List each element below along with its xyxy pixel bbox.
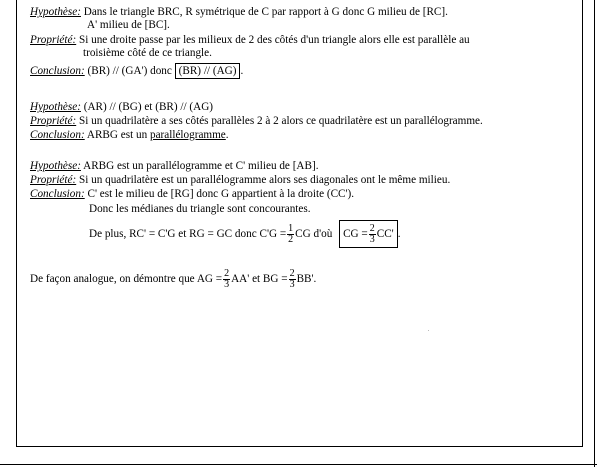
property-label: Propriété: bbox=[30, 174, 77, 186]
block3-medians-line: Donc les médianes du triangle sont concourantes. bbox=[89, 203, 311, 215]
hypothesis-text: ARBG est un parallélogramme et C' milieu de [AB]. bbox=[83, 160, 319, 172]
boxed-result: (BR) // (AG) bbox=[175, 63, 241, 79]
block1-hypothesis bbox=[30, 6, 448, 19]
block2-conclusion bbox=[30, 129, 229, 142]
hypothesis-label: Hypothèse: bbox=[30, 6, 81, 18]
period: . bbox=[240, 65, 244, 77]
underlined-result: parallélogramme bbox=[149, 129, 226, 141]
property-text: Si un quadrilatère a ses côtés parallèles 2 à 2 alors ce quadrilatère est un parallélogramme. bbox=[78, 115, 483, 127]
boxed-text: CG = bbox=[343, 228, 368, 240]
period: . bbox=[225, 129, 229, 141]
hypothesis-label: Hypothèse: bbox=[30, 160, 81, 172]
fraction-denominator: 2 bbox=[288, 233, 294, 245]
property-label: Propriété: bbox=[30, 115, 77, 127]
fraction-numerator: 2 bbox=[369, 222, 375, 234]
property-label: Propriété: bbox=[30, 34, 77, 46]
fraction bbox=[223, 269, 230, 290]
block3-property bbox=[30, 174, 450, 187]
conclusion-label: Conclusion: bbox=[30, 129, 85, 141]
fraction-denominator: 3 bbox=[369, 233, 375, 245]
fraction-denominator: 3 bbox=[289, 278, 295, 290]
fraction-numerator: 1 bbox=[288, 222, 294, 234]
equation-text: De plus, RC' = C'G et RG = GC donc C'G = bbox=[89, 228, 287, 240]
page-edge-bottom bbox=[0, 464, 597, 465]
conclusion-label: Conclusion: bbox=[30, 65, 85, 77]
analogous-text: De façon analogue, on démontre que AG = bbox=[30, 273, 223, 285]
hypothesis-text: (AR) // (BG) et (BR) // (AG) bbox=[83, 101, 214, 113]
hypothesis-text: Dans le triangle BRC, R symétrique de C par rapport à G donc G milieu de [RC]. bbox=[83, 6, 448, 18]
block3-equation-line bbox=[89, 220, 401, 248]
analogous-text-3: BB'. bbox=[296, 273, 317, 285]
conclusion-text: (BR) // (GA') donc bbox=[87, 65, 172, 77]
block1-hypothesis-cont: A' milieu de [BC]. bbox=[87, 19, 170, 31]
fraction-denominator: 3 bbox=[224, 278, 230, 290]
block1-property-cont: troisième côté de ce triangle. bbox=[83, 47, 212, 59]
block4-analogous-line bbox=[30, 267, 316, 291]
boxed-text-2: CC' bbox=[376, 228, 394, 240]
analogous-text-2: AA' et BG = bbox=[231, 273, 288, 285]
conclusion-text: ARBG est un bbox=[86, 129, 148, 141]
hypothesis-label: Hypothèse: bbox=[30, 101, 81, 113]
block3-conclusion bbox=[30, 188, 354, 201]
stray-mark bbox=[428, 330, 429, 331]
fraction-numerator: 2 bbox=[289, 267, 295, 279]
period: . bbox=[397, 228, 401, 240]
property-text: Si une droite passe par les milieux de 2 des côtés d'un triangle alors elle est parallèle au bbox=[78, 34, 470, 46]
property-text: Si un quadrilatère est un parallélogramme alors ses diagonales ont le même milieu. bbox=[78, 174, 451, 186]
block1-property bbox=[30, 34, 470, 47]
boxed-result bbox=[339, 220, 398, 248]
fraction bbox=[369, 224, 376, 245]
fraction bbox=[289, 269, 296, 290]
conclusion-label: Conclusion: bbox=[30, 188, 85, 200]
page-edge-right bbox=[594, 0, 595, 467]
block3-hypothesis bbox=[30, 160, 319, 173]
fraction bbox=[287, 224, 294, 245]
block1-conclusion bbox=[30, 65, 243, 78]
conclusion-text: C' est le milieu de [RG] donc G appartient à la droite (CC'). bbox=[87, 188, 355, 200]
block2-property bbox=[30, 115, 483, 128]
block2-hypothesis bbox=[30, 101, 213, 114]
fraction-numerator: 2 bbox=[224, 267, 230, 279]
equation-text-2: CG d'où bbox=[295, 228, 333, 240]
